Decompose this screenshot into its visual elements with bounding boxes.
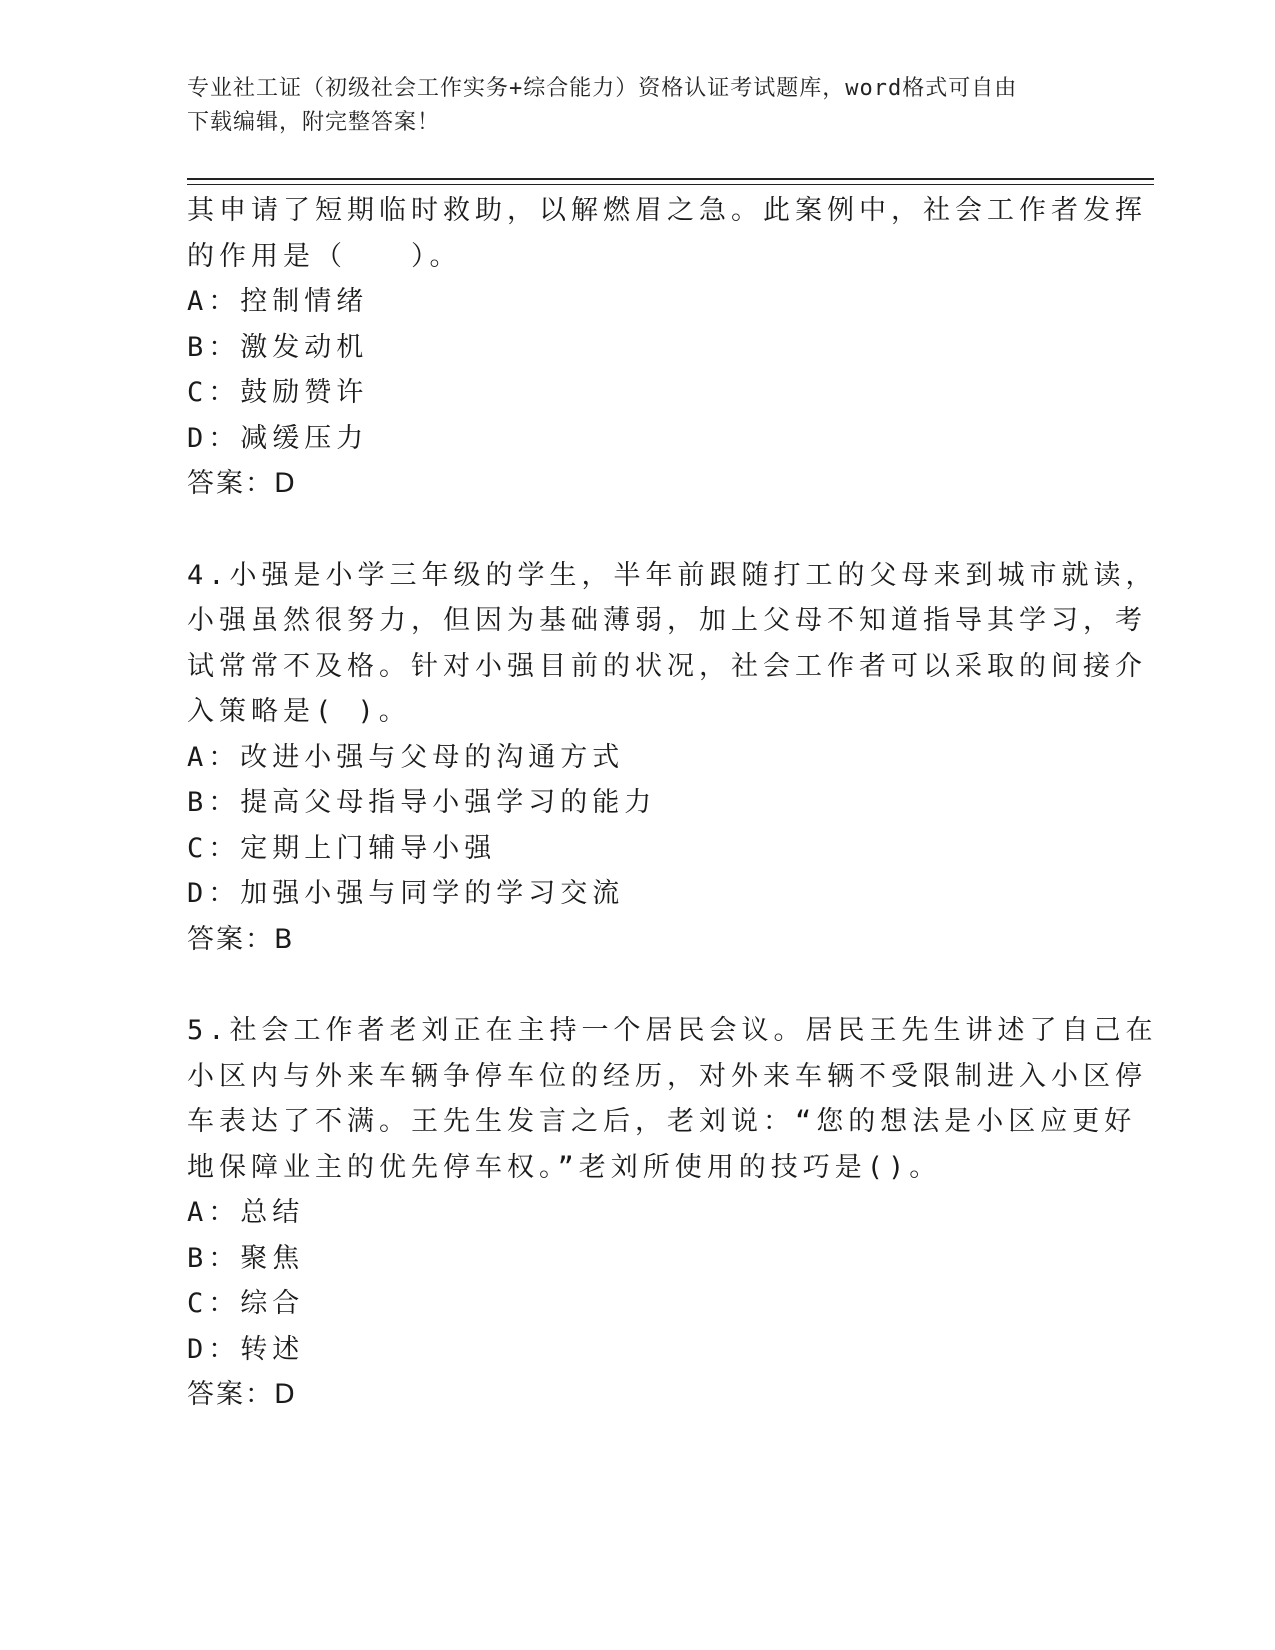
option-b: B：提高父母指导小强学习的能力 xyxy=(187,787,657,818)
option-c: C：鼓励赞许 xyxy=(187,377,369,408)
document-body xyxy=(187,188,1158,1418)
answer-line: 答案：D xyxy=(187,1379,297,1410)
option-d: D：转述 xyxy=(187,1333,305,1365)
question-stem-line: 的作用是（ ）。 xyxy=(187,240,462,272)
header-divider-thin xyxy=(187,184,1154,185)
option-b: B：激发动机 xyxy=(187,331,369,363)
answer-line: 答案：D xyxy=(187,468,297,499)
question-stem-line: 4.小强是小学三年级的学生，半年前跟随打工的父母来到城市就读， xyxy=(187,559,1158,591)
question-4 xyxy=(187,553,1158,963)
question-stem-line: 其申请了短期临时救助，以解燃眉之急。此案例中，社会工作者发挥 xyxy=(187,195,1147,226)
question-stem-line: 5.社会工作者老刘正在主持一个居民会议。居民王先生讲述了自己在 xyxy=(187,1015,1158,1046)
answer-line: 答案：B xyxy=(187,923,295,955)
question-stem-line: 试常常不及格。针对小强目前的状况，社会工作者可以采取的间接介 xyxy=(187,650,1147,682)
question-stem-line: 小区内与外来车辆争停车位的经历，对外来车辆不受限制进入小区停 xyxy=(187,1060,1147,1092)
question-5 xyxy=(187,1008,1158,1418)
option-d: D：减缓压力 xyxy=(187,422,369,454)
option-a: A：改进小强与父母的沟通方式 xyxy=(187,741,625,773)
question-stem-line: 小强虽然很努力，但因为基础薄弱，加上父母不知道指导其学习，考 xyxy=(187,605,1147,636)
option-c: C：定期上门辅导小强 xyxy=(187,832,497,864)
option-a: A：控制情绪 xyxy=(187,286,369,317)
header-line-1: 专业社工证（初级社会工作实务+综合能力）资格认证考试题库，word格式可自由 xyxy=(187,76,1018,101)
option-d: D：加强小强与同学的学习交流 xyxy=(187,878,625,909)
question-3 xyxy=(187,188,1147,507)
document-header xyxy=(187,72,1087,140)
question-stem-line: 车表达了不满。王先生发言之后，老刘说：“您的想法是小区应更好 xyxy=(187,1106,1137,1137)
header-line-2: 下载编辑，附完整答案！ xyxy=(187,110,441,135)
option-a: A：总结 xyxy=(187,1197,305,1228)
option-b: B：聚焦 xyxy=(187,1242,305,1274)
question-stem-line: 入策略是( )。 xyxy=(187,696,411,727)
header-divider-thick xyxy=(187,178,1154,180)
option-c: C：综合 xyxy=(187,1288,305,1319)
question-stem-line: 地保障业主的优先停车权。”老刘所使用的技巧是()。 xyxy=(187,1151,942,1183)
